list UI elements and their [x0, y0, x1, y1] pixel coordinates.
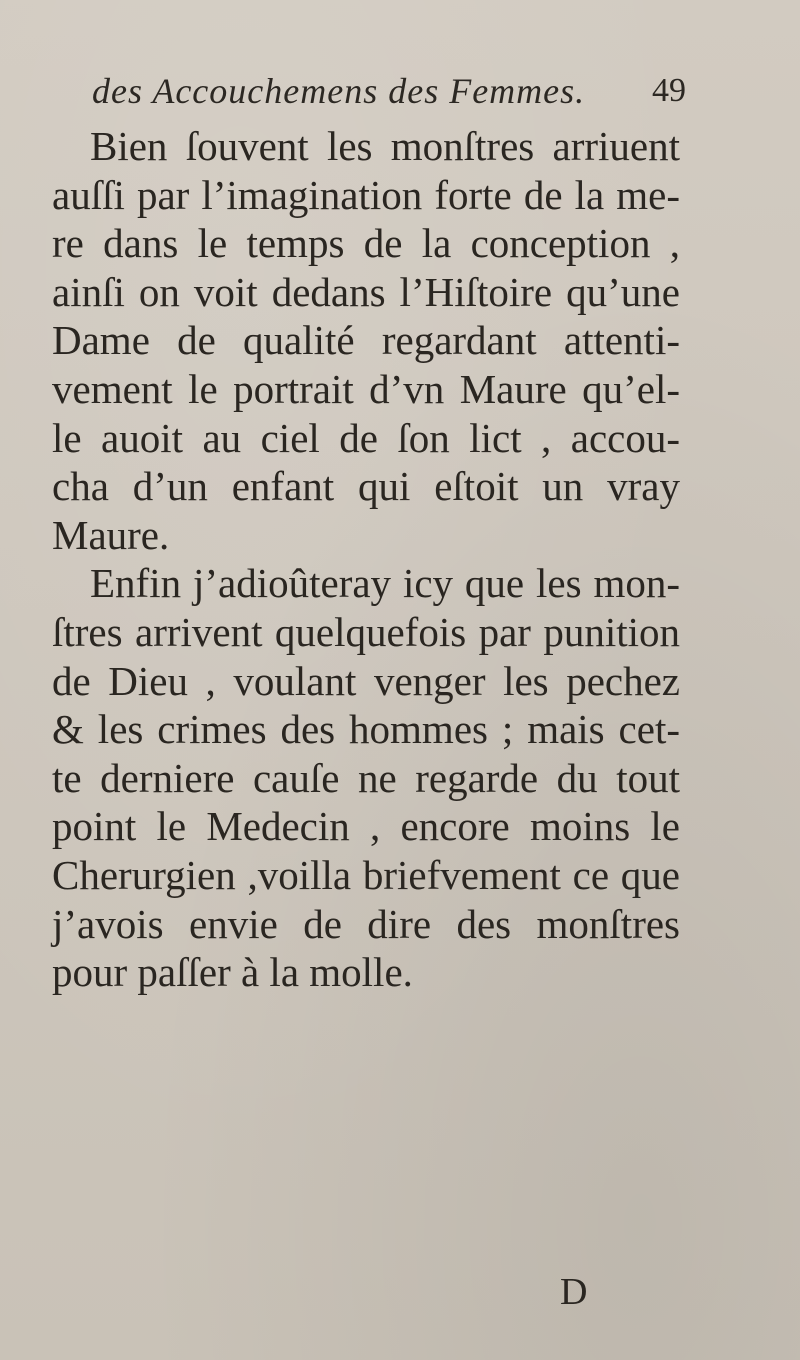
body-text — [52, 122, 680, 997]
text-line: ſtres arrivent quelquefois par punition — [52, 608, 680, 655]
text-line: Maure. — [52, 511, 170, 558]
running-title: des Accouchemens des Femmes. — [92, 71, 586, 111]
paragraph-1 — [52, 122, 680, 559]
show-through-text — [55, 1010, 695, 1230]
page-number: 49 — [652, 72, 686, 109]
text-line: Dame de qualité regardant attenti- — [52, 317, 680, 364]
paragraph-2 — [52, 559, 680, 996]
text-line: cha d’un enfant qui eſtoit un vray — [52, 463, 680, 510]
text-line: Bien ſouvent les monſtres arriuent — [90, 123, 680, 169]
text-line: ainſi on voit dedans l’Hiſtoire qu’une — [52, 268, 680, 315]
text-line: Cherurgien ,voilla briefvement ce que — [52, 851, 680, 898]
text-line: Enfin j’adioûteray icy que les mon- — [90, 560, 680, 607]
text-line: vement le portrait d’vn Maure qu’el- — [52, 365, 680, 412]
page-header — [92, 70, 692, 120]
text-line: de Dieu , voulant venger les pechez — [52, 657, 680, 704]
text-line: point le Medecin , encore moins le — [52, 803, 680, 850]
signature-mark: D — [560, 1271, 588, 1313]
text-line: & les crimes des hommes ; mais cet- — [52, 706, 680, 753]
text-line: auſſi par l’imagination forte de la me- — [52, 171, 680, 218]
text-line: le auoit au ciel de ſon lict , accou- — [52, 414, 680, 461]
text-line: te derniere cauſe ne regarde du tout — [52, 754, 680, 801]
text-line: j’avois envie de dire des monſtres — [52, 900, 680, 947]
text-line: re dans le temps de la conception , — [52, 220, 680, 267]
text-line: pour paſſer à la molle. — [52, 949, 413, 996]
